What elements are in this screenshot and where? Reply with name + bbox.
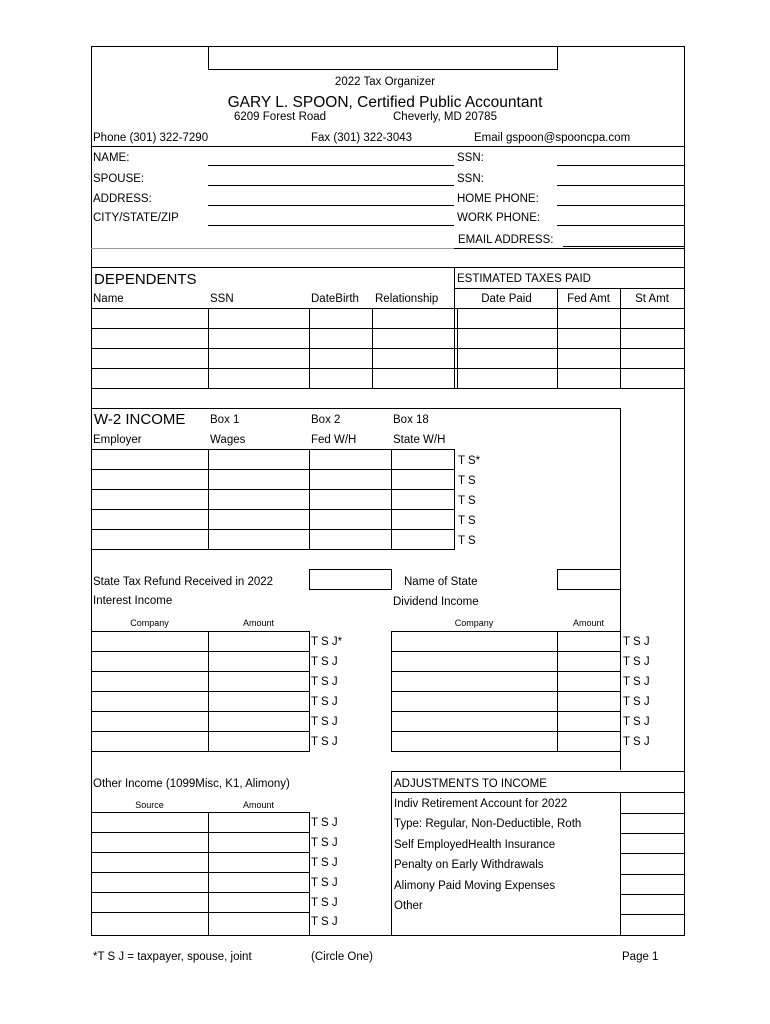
grid-rule bbox=[457, 308, 458, 388]
form-bottom-border bbox=[91, 935, 685, 936]
grid-rule bbox=[91, 731, 310, 732]
grid-rule bbox=[391, 691, 621, 692]
interest-amount-col: Amount bbox=[242, 618, 275, 628]
grid-rule bbox=[391, 671, 621, 672]
w2-fedwh-col: Fed W/H bbox=[311, 434, 357, 446]
interest-mark[interactable]: T S J bbox=[311, 736, 338, 748]
ssn-label: SSN: bbox=[457, 152, 484, 164]
grid-rule bbox=[208, 308, 209, 388]
grid-rule bbox=[391, 751, 621, 752]
grid-rule bbox=[91, 489, 455, 490]
grid-rule bbox=[208, 631, 209, 751]
city-label: CITY/STATE/ZIP bbox=[93, 212, 179, 224]
dep-col-relationship: Relationship bbox=[375, 293, 439, 305]
city-field[interactable] bbox=[208, 210, 454, 226]
other-income-title: Other Income (1099Misc, K1, Alimony) bbox=[93, 778, 290, 790]
adjustment-ira-type: Type: Regular, Non-Deductible, Roth bbox=[394, 818, 582, 830]
grid-rule bbox=[91, 368, 685, 369]
name-label: NAME: bbox=[93, 152, 130, 164]
grid-rule bbox=[91, 348, 685, 349]
grid-rule bbox=[91, 691, 310, 692]
w2-box1: Box 1 bbox=[210, 414, 240, 426]
refund-label: State Tax Refund Received in 2022 bbox=[93, 576, 274, 588]
spouse-ssn-field[interactable] bbox=[557, 170, 684, 186]
dividend-mark[interactable]: T S J bbox=[623, 676, 650, 688]
adjustments-title-rule bbox=[391, 792, 685, 793]
header-box bbox=[208, 46, 558, 70]
dividend-title: Dividend Income bbox=[393, 596, 479, 608]
footer-note: *T S J = taxpayer, spouse, joint bbox=[93, 951, 252, 963]
adjustment-other: Other bbox=[394, 900, 423, 912]
grid-rule bbox=[91, 549, 455, 550]
home-phone-field[interactable] bbox=[557, 190, 684, 206]
dividend-mark[interactable]: T S J bbox=[623, 716, 650, 728]
grid-rule bbox=[620, 813, 685, 814]
work-phone-label: WORK PHONE: bbox=[457, 212, 541, 224]
spouse-label: SPOUSE: bbox=[93, 173, 145, 185]
grid-rule bbox=[620, 288, 621, 388]
address-label: ADDRESS: bbox=[93, 193, 152, 205]
grid-rule bbox=[620, 894, 685, 895]
interest-mark[interactable]: T S J bbox=[311, 656, 338, 668]
w2-title: W-2 INCOME bbox=[94, 411, 186, 428]
client-info-rule bbox=[91, 248, 454, 249]
grid-rule bbox=[91, 852, 310, 853]
grid-rule bbox=[454, 449, 455, 549]
dependents-title: DEPENDENTS bbox=[94, 271, 197, 288]
w2-box2: Box 2 bbox=[311, 414, 341, 426]
grid-rule bbox=[309, 308, 310, 388]
grid-rule bbox=[91, 469, 455, 470]
grid-rule bbox=[91, 812, 310, 813]
address-field[interactable] bbox=[208, 190, 454, 206]
name-field[interactable] bbox=[208, 150, 454, 166]
grid-rule bbox=[620, 853, 685, 854]
adjustment-alimony: Alimony Paid Moving Expenses bbox=[394, 880, 556, 892]
w2-mark[interactable]: T S* bbox=[458, 455, 481, 467]
est-title-rule bbox=[454, 288, 685, 289]
other-income-mark[interactable]: T S J bbox=[311, 837, 338, 849]
w2-wages-col: Wages bbox=[210, 434, 246, 446]
grid-rule bbox=[91, 449, 455, 450]
dep-col-ssn: SSN bbox=[210, 293, 234, 305]
form-right-border bbox=[684, 46, 685, 936]
grid-rule bbox=[391, 731, 621, 732]
w2-mark[interactable]: T S bbox=[458, 515, 476, 527]
grid-rule bbox=[620, 914, 685, 915]
est-col-date: Date Paid bbox=[481, 293, 532, 305]
grid-rule bbox=[91, 631, 310, 632]
est-col-state: St Amt bbox=[635, 293, 669, 305]
grid-rule bbox=[620, 874, 685, 875]
home-phone-label: HOME PHONE: bbox=[457, 193, 539, 205]
work-phone-field[interactable] bbox=[557, 210, 684, 226]
adjustment-penalty: Penalty on Early Withdrawals bbox=[394, 859, 544, 871]
adjustment-ira: Indiv Retirement Account for 2022 bbox=[394, 798, 568, 810]
grid-rule bbox=[91, 711, 310, 712]
firm-phone: Phone (301) 322-7290 bbox=[93, 132, 209, 144]
w2-mark[interactable]: T S bbox=[458, 495, 476, 507]
other-income-mark[interactable]: T S J bbox=[311, 877, 338, 889]
ssn-field[interactable] bbox=[557, 150, 684, 166]
firm-fax: Fax (301) 322-3043 bbox=[311, 132, 413, 144]
grid-rule bbox=[91, 328, 685, 329]
email-field[interactable] bbox=[563, 231, 684, 247]
grid-rule bbox=[91, 671, 310, 672]
other-source-col: Source bbox=[135, 800, 164, 810]
grid-rule bbox=[91, 388, 685, 389]
adjustments-top-rule bbox=[391, 771, 685, 772]
firm-city: Cheverly, MD 20785 bbox=[393, 111, 497, 123]
other-amount-col: Amount bbox=[242, 800, 275, 810]
grid-rule bbox=[557, 631, 558, 751]
grid-rule bbox=[208, 449, 209, 549]
w2-employer-col: Employer bbox=[93, 434, 142, 446]
grid-rule bbox=[208, 812, 209, 936]
firm-email: Email gspoon@spooncpa.com bbox=[474, 132, 631, 144]
other-income-mark[interactable]: T S J bbox=[311, 916, 338, 928]
refund-amount-box[interactable] bbox=[309, 569, 392, 590]
dividend-company-col: Company bbox=[454, 618, 494, 628]
grid-rule bbox=[91, 651, 310, 652]
adjustment-health-insurance: Self EmployedHealth Insurance bbox=[394, 839, 556, 851]
dep-col-datebirth: DateBirth bbox=[311, 293, 359, 305]
w2-mark[interactable]: T S bbox=[458, 475, 476, 487]
state-name-box[interactable] bbox=[557, 569, 621, 590]
grid-rule bbox=[391, 631, 621, 632]
dividend-mark[interactable]: T S J bbox=[623, 736, 650, 748]
w2-statewh-col: State W/H bbox=[393, 434, 446, 446]
w2-mark[interactable]: T S bbox=[458, 535, 476, 547]
spouse-ssn-label: SSN: bbox=[457, 173, 484, 185]
estimated-taxes-title: ESTIMATED TAXES PAID bbox=[457, 273, 591, 285]
other-income-mark[interactable]: T S J bbox=[311, 897, 338, 909]
spouse-field[interactable] bbox=[208, 170, 454, 186]
w2-top-rule bbox=[91, 408, 621, 409]
dividend-mark[interactable]: T S J bbox=[623, 636, 650, 648]
grid-rule bbox=[309, 631, 310, 751]
grid-rule bbox=[620, 833, 685, 834]
grid-rule bbox=[391, 449, 392, 549]
client-info-rule-right bbox=[454, 248, 685, 249]
interest-mark[interactable]: T S J bbox=[311, 676, 338, 688]
dividend-amount-col: Amount bbox=[572, 618, 605, 628]
dividend-mark[interactable]: T S J bbox=[623, 696, 650, 708]
grid-rule bbox=[91, 912, 310, 913]
grid-rule bbox=[391, 631, 392, 751]
header-divider bbox=[91, 146, 685, 147]
grid-rule bbox=[91, 529, 455, 530]
grid-rule bbox=[309, 449, 310, 549]
dep-col-name: Name bbox=[93, 293, 124, 305]
interest-mark[interactable]: T S J* bbox=[311, 636, 343, 648]
grid-rule bbox=[391, 711, 621, 712]
other-income-mark[interactable]: T S J bbox=[311, 857, 338, 869]
grid-rule bbox=[391, 651, 621, 652]
grid-rule bbox=[91, 308, 685, 309]
state-name-label: Name of State bbox=[404, 576, 478, 588]
grid-rule bbox=[372, 308, 373, 388]
interest-company-col: Company bbox=[130, 618, 169, 628]
grid-rule bbox=[91, 832, 310, 833]
organizer-title: 2022 Tax Organizer bbox=[334, 76, 436, 88]
adjustments-title: ADJUSTMENTS TO INCOME bbox=[394, 778, 547, 790]
grid-rule bbox=[91, 872, 310, 873]
interest-title: Interest Income bbox=[93, 595, 173, 607]
firm-name: GARY L. SPOON, Certified Public Accountant bbox=[227, 94, 543, 111]
grid-rule bbox=[309, 812, 310, 936]
firm-street: 6209 Forest Road bbox=[234, 111, 327, 123]
dependents-top-rule bbox=[91, 267, 685, 268]
grid-rule bbox=[557, 288, 558, 388]
est-col-fed: Fed Amt bbox=[567, 293, 610, 305]
dividend-mark[interactable]: T S J bbox=[623, 656, 650, 668]
page-number: Page 1 bbox=[622, 951, 659, 963]
grid-rule bbox=[91, 509, 455, 510]
grid-rule bbox=[91, 751, 310, 752]
w2-box18: Box 18 bbox=[393, 414, 429, 426]
other-income-mark[interactable]: T S J bbox=[311, 817, 338, 829]
interest-mark[interactable]: T S J bbox=[311, 696, 338, 708]
footer-circle-one: (Circle One) bbox=[311, 951, 373, 963]
adjustments-left-border bbox=[391, 771, 392, 936]
grid-rule bbox=[91, 892, 310, 893]
email-label: EMAIL ADDRESS: bbox=[458, 234, 554, 246]
interest-mark[interactable]: T S J bbox=[311, 716, 338, 728]
